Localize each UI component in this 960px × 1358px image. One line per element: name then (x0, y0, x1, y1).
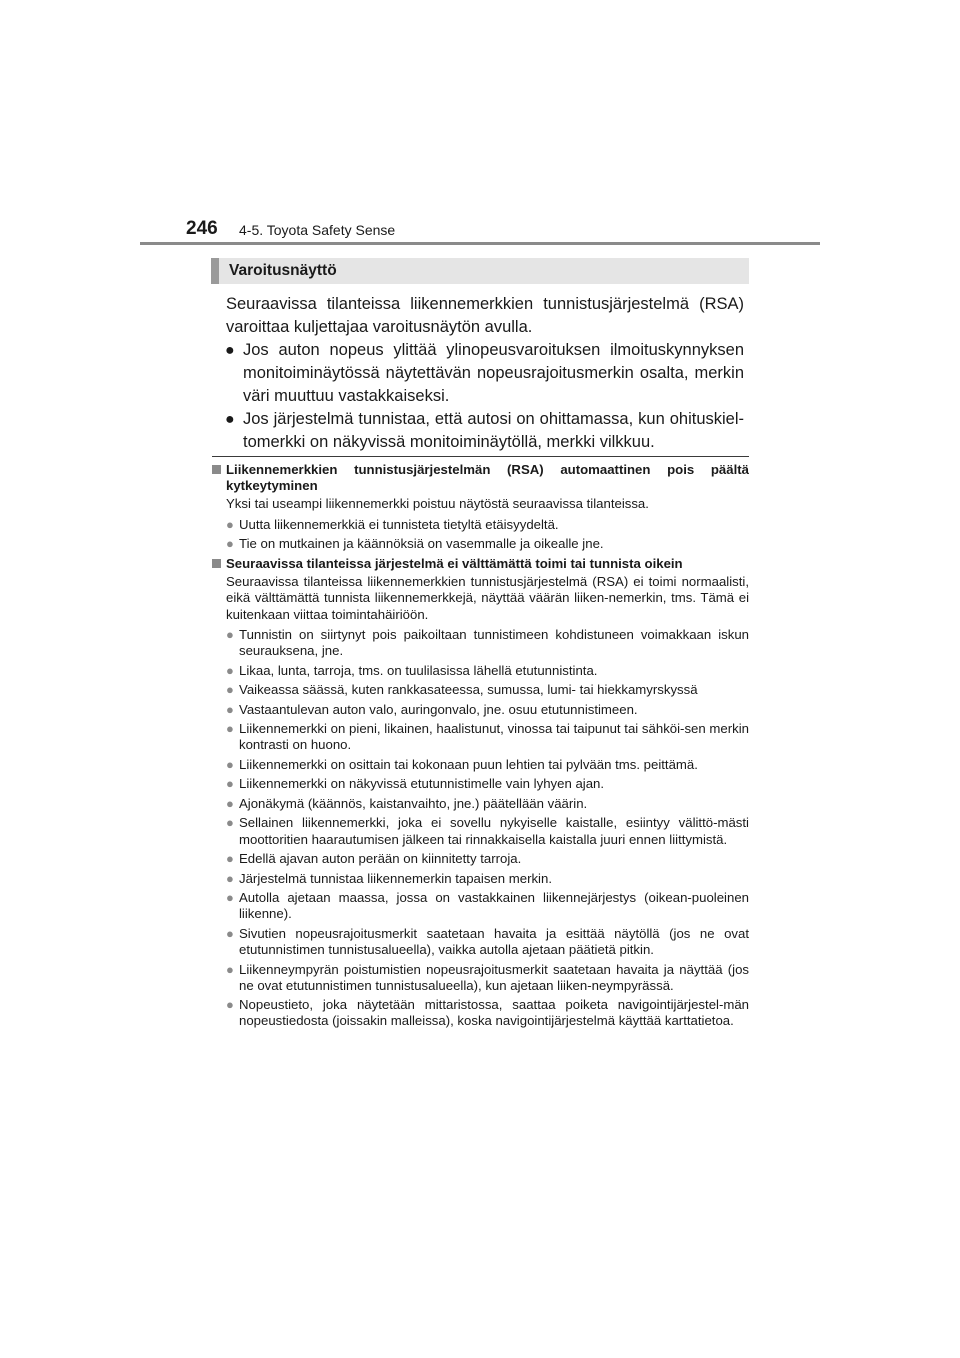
bullet-icon: ● (226, 997, 234, 1013)
section1-bullet-list (212, 517, 749, 553)
notes-section (212, 462, 749, 1033)
section-text: Seuraavissa tilanteissa liikennemerkkien tunnistusjärjestelmä (RSA) ei toimi normaalisti, eikä välttämättä tunnista liikennemerkkejä, näyttää väärän liiken-nemerkin, tms. Tämä ei kuitenkaan viittaa toimintahäiriöön. (226, 573, 749, 622)
bullet-icon: ● (226, 662, 234, 678)
list-item: ● Liikennemerkki on pieni, likainen, haalistunut, vinossa tai taipunut tai sähköi-sen merkin kontrasti on huono. (226, 721, 749, 753)
list-item: ● Autolla ajetaan maassa, jossa on vastakkainen liikennejärjestys (oikean-puoleinen liikenne). (226, 890, 749, 922)
list-item: ● Järjestelmä tunnistaa liikennemerkin tapaisen merkin. (226, 870, 552, 886)
bullet-icon: ● (226, 721, 234, 737)
list-item: ● Jos auton nopeus ylittää ylinopeusvaroituksen ilmoituskynnyksen monitoiminäytössä näytettävän nopeusrajoitusmerkin osalta, merkin väri muuttuu vastakkaiseksi. (225, 341, 744, 405)
list-item: ● Edellä ajavan auton perään on kiinnitetty tarroja. (226, 851, 522, 867)
bullet-icon: ● (226, 961, 234, 977)
section-divider (212, 456, 749, 457)
bullet-icon: ● (226, 851, 234, 867)
bullet-icon: ● (226, 701, 234, 717)
section2-bullet-list (212, 627, 749, 1030)
list-item: ● Ajonäkymä (käännös, kaistanvaihto, jne.) päätellään väärin. (226, 795, 588, 811)
section-text: Yksi tai useampi liikennemerkki poistuu näytöstä seuraavissa tilanteissa. (226, 496, 649, 511)
list-item: ● Uutta liikennemerkkiä ei tunnisteta tietyltä etäisyydeltä. (226, 516, 559, 532)
list-item: ● Liikenneympyrän poistumistien nopeusrajoitusmerkit saatetaan havaita ja näyttää (jos ne ovat etutunnistimen tunnistusalueella), kun ajetaan liiken-neympyrässä. (226, 961, 749, 993)
list-item: ● Tunnistin on siirtynyt pois paikoiltaan tunnistimeen kohdistuneen voimakkaan iskun seurauksena, jne. (226, 627, 749, 659)
box-bullet-list (226, 339, 744, 454)
bullet-icon: ● (226, 925, 234, 941)
bullet-icon: ● (226, 776, 234, 792)
bullet-icon: ● (226, 756, 234, 772)
header-divider (140, 242, 820, 245)
bullet-icon: ● (226, 890, 234, 906)
bullet-icon: ● (226, 815, 234, 831)
box-title-text: Varoitusnäyttö (229, 262, 337, 279)
box-intro: Seuraavissa tilanteissa liikennemerkkien tunnistusjärjestelmä (RSA) varoittaa kuljettajaa varoitusnäytön avulla. (226, 295, 744, 336)
section-heading-limitations: Seuraavissa tilanteissa järjestelmä ei välttämättä toimi tai tunnista oikein (212, 556, 749, 572)
bullet-icon: ● (226, 870, 234, 886)
list-item: ● Jos järjestelmä tunnistaa, että autosi on ohittamassa, kun ohituskiel-tomerkki on näkyvissä monitoiminäytöllä, merkki vilkkuu. (225, 410, 744, 451)
bullet-icon: ● (226, 516, 234, 532)
chapter-title: 4-5. Toyota Safety Sense (239, 222, 396, 238)
bullet-icon: ● (225, 411, 235, 428)
list-item: ● Vaikeassa säässä, kuten rankkasateessa, sumussa, lumi- tai hiekkamyrskyssä (226, 682, 698, 698)
bullet-icon: ● (225, 342, 235, 359)
list-item: ● Sivutien nopeusrajoitusmerkit saatetaan havaita ja esittää näytöllä (jos ne ovat etutunnistimen tunnistusalueella), vaikka autolla ajetaan päätietä pitkin. (226, 925, 749, 958)
square-bullet-icon (212, 465, 221, 474)
bullet-icon: ● (226, 536, 234, 551)
list-item: ● Likaa, lunta, tarroja, tms. on tuulilasissa lähellä etutunnistinta. (226, 662, 598, 678)
square-bullet-icon (212, 559, 221, 568)
list-item: ● Nopeustieto, joka näytetään mittaristossa, saattaa poiketa navigointijärjestel-män nopeustiedosta (joissakin malleissa), koska navigointijärjestelmä käyttää karttatietoa. (226, 997, 749, 1029)
list-item: ● Liikennemerkki on näkyvissä etutunnistimelle vain lyhyen ajan. (226, 776, 605, 792)
list-item: ● Vastaantulevan auton valo, auringonvalo, jne. osuu etutunnistimeen. (226, 701, 638, 717)
warning-display-box-title (211, 258, 749, 284)
list-item: ● Liikennemerkki on osittain tai kokonaan puun lehtien tai pylvään tms. peittämä. (226, 756, 698, 772)
list-item: ● Tie on mutkainen ja käännöksiä on vasemmalle ja oikealle jne. (226, 536, 604, 551)
bullet-icon: ● (226, 795, 234, 811)
bullet-icon: ● (226, 627, 234, 642)
list-item: ● Sellainen liikennemerkki, joka ei sovellu nykyiselle kaistalle, esiintyy välittö-mästi moottoritien haarautumisen jälkeen tai rinnakkaisella kaistalla juuri ennen liittymistä. (226, 815, 749, 847)
section-heading-auto-off: Liikennemerkkien tunnistusjärjestelmän (RSA) automaattinen pois päältä kytkeytyminen (212, 462, 749, 494)
bullet-icon: ● (226, 682, 234, 698)
page-number: 246 (186, 218, 218, 239)
